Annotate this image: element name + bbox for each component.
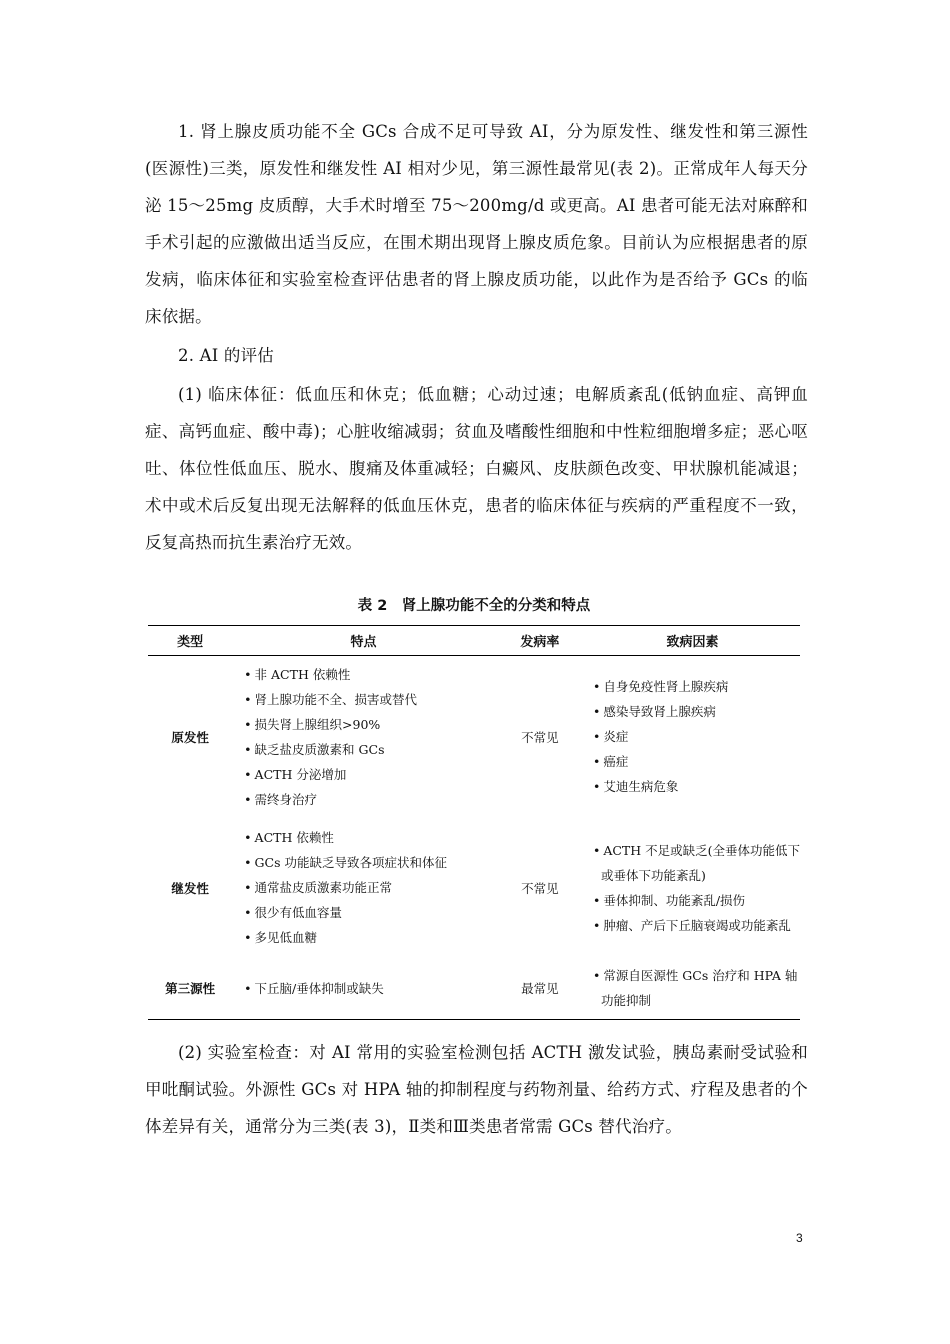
feature-item: • 多见低血糖	[244, 925, 495, 950]
cause-item: • 常源自医源性 GCs 治疗和 HPA 轴	[593, 963, 800, 988]
intro-paragraph: 1. 肾上腺皮质功能不全 GCs 合成不足可导致 AI，分为原发性、继发性和第三源性(医源性)三类，原发性和继发性 AI 相对少见，第三源性最常见(表 2)。正常成年人每天分泌 15～25mg 皮质醇，大手术时增至 75～200mg/d 或更高。AI 患者可能无法对麻醉和手术引起的应激做出适当反应，在围术期出现肾上腺皮质危象。目前认为应根据患者的原发病，临床体征和实验室检查评估患者的肾上腺皮质功能，以此作为是否给予 GCs 的临床依据。	[145, 122, 808, 326]
cause-continuation: 或垂体下功能紊乱)	[600, 867, 706, 883]
cause-item: • 艾迪生病危象	[593, 774, 800, 799]
type-cell: 第三源性	[148, 958, 232, 1020]
type-cell: 继发性	[171, 880, 209, 896]
feature-item: • 下丘脑/垂体抑制或缺失	[244, 976, 495, 1001]
cause-item: • 肿瘤、产后下丘脑衰竭或功能紊乱	[593, 913, 800, 938]
table-row-tertiary	[148, 958, 800, 1020]
page-number: 3	[796, 1231, 803, 1245]
feature-item: • 肾上腺功能不全、损害或替代	[244, 687, 495, 712]
table-caption: 表 2 肾上腺功能不全的分类和特点	[357, 598, 591, 614]
classification-table	[148, 625, 800, 1020]
causes-cell	[585, 818, 800, 958]
section-heading-evaluation: 2. AI 的评估	[178, 346, 274, 365]
feature-item: • ACTH 依赖性	[244, 825, 495, 850]
incidence-cell: 最常见	[495, 958, 585, 1020]
incidence-cell: 不常见	[521, 880, 559, 896]
cause-continuation: 功能抑制	[600, 993, 651, 1009]
clinical-signs-paragraph: (1) 临床体征：低血压和休克；低血糖；心动过速；电解质紊乱(低钠血症、高钾血症、高钙血症、酸中毒)；心脏收缩减弱；贫血及嗜酸性细胞和中性粒细胞增多症；恶心呕吐、体位性低血压、脱水、腹痛及体重减轻；白癜风、皮肤颜色改变、甲状腺机能减退；术中或术后反复出现无法解释的低血压休克，患者的临床体征与疾病的严重程度不一致，反复高热而抗生素治疗无效。	[145, 385, 808, 552]
cause-item: • 癌症	[593, 749, 800, 774]
table-header-row	[148, 626, 800, 656]
feature-item: • 很少有低血容量	[244, 900, 495, 925]
table-row-secondary	[148, 818, 800, 958]
cause-item: • 垂体抑制、功能紊乱/损伤	[593, 888, 800, 913]
causes-cell	[585, 656, 800, 818]
table-row-primary	[148, 656, 800, 818]
incidence-cell: 不常见	[521, 729, 559, 745]
cause-item: • ACTH 不足或缺乏(全垂体功能低下	[593, 838, 800, 863]
type-cell: 原发性	[171, 729, 209, 745]
features-cell	[232, 958, 495, 1020]
cause-item: • 自身免疫性肾上腺疾病	[593, 674, 800, 699]
feature-item: • 非 ACTH 依赖性	[244, 662, 495, 687]
feature-item: • 损失肾上腺组织>90%	[244, 712, 495, 737]
features-cell	[232, 818, 495, 958]
header-type: 类型	[148, 626, 232, 656]
header-causes: 致病因素	[585, 626, 800, 656]
cause-item: • 感染导致肾上腺疾病	[593, 699, 800, 724]
header-incidence: 发病率	[495, 626, 585, 656]
features-cell	[232, 656, 495, 818]
lab-tests-paragraph: (2) 实验室检查：对 AI 常用的实验室检测包括 ACTH 激发试验，胰岛素耐受试验和甲吡酮试验。外源性 GCs 对 HPA 轴的抑制程度与药物剂量、给药方式、疗程及患者的个体差异有关，通常分为三类(表 3)，Ⅱ类和Ⅲ类患者常需 GCs 替代治疗。	[145, 1043, 808, 1136]
feature-item: • GCs 功能缺乏导致各项症状和体征	[244, 850, 495, 875]
feature-item: • 缺乏盐皮质激素和 GCs	[244, 737, 495, 762]
feature-item: • ACTH 分泌增加	[244, 762, 495, 787]
feature-item: • 需终身治疗	[244, 787, 495, 812]
causes-cell	[585, 958, 800, 1020]
header-features: 特点	[232, 626, 495, 656]
cause-item: • 炎症	[593, 724, 800, 749]
feature-item: • 通常盐皮质激素功能正常	[244, 875, 495, 900]
